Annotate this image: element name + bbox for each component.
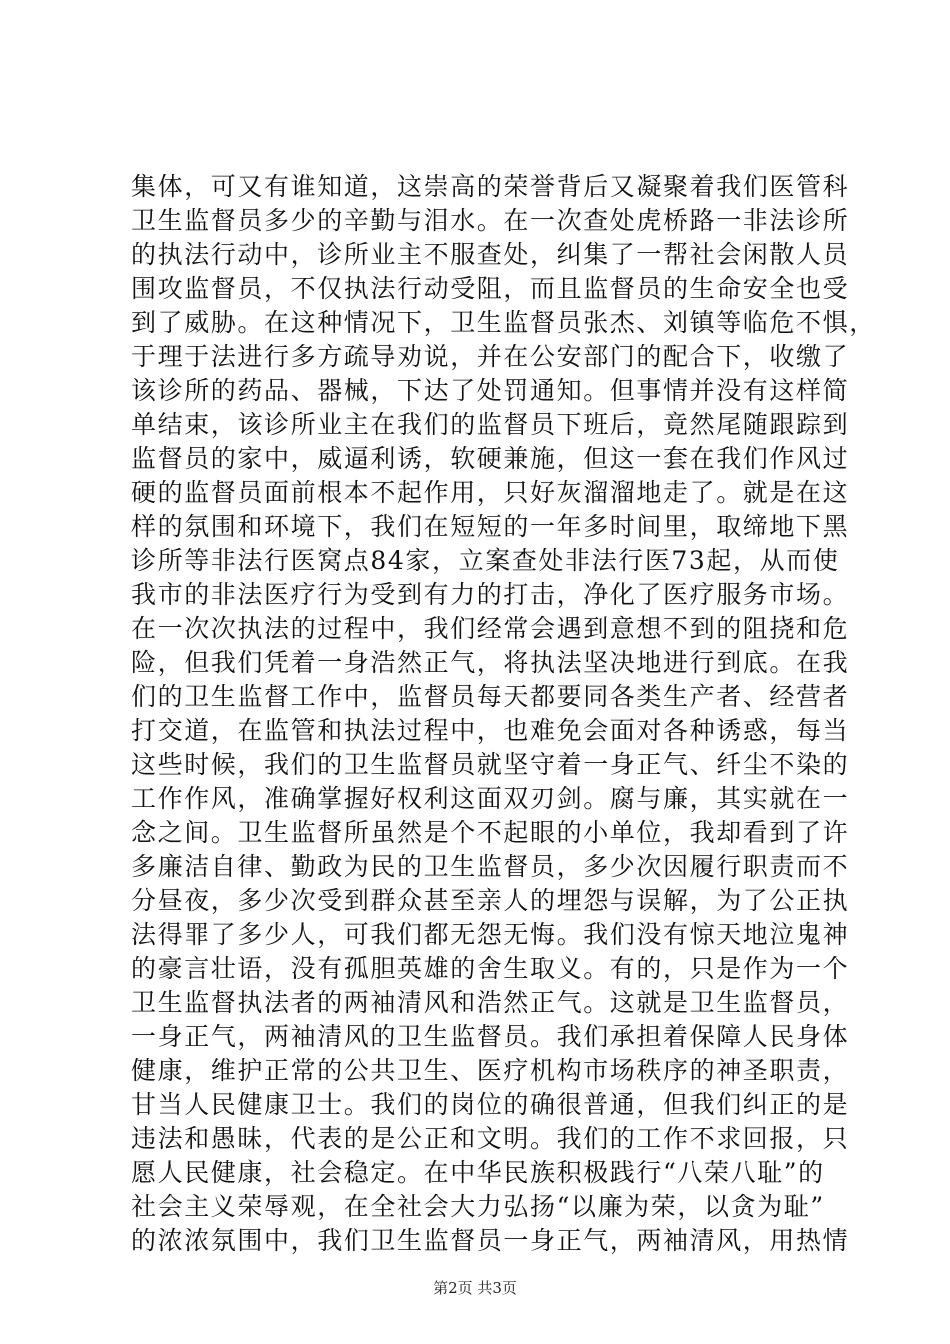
text-line: 健康，维护正常的公共卫生、医疗机构市场秩序的神圣职责， (131, 1056, 850, 1085)
text-line: 的浓浓氛围中，我们卫生监督员一身正气，两袖清风，用热情 (131, 1226, 850, 1255)
text-line: 念之间。卫生监督所虽然是个不起眼的小单位，我却看到了许 (131, 818, 850, 847)
text-line: 在一次次执法的过程中，我们经常会遇到意想不到的阻挠和危 (131, 614, 850, 643)
text-line: 工作作风，准确掌握好权利这面双刃剑。腐与廉，其实就在一 (131, 784, 850, 813)
text-line: 甘当人民健康卫士。我们的岗位的确很普通，但我们纠正的是 (131, 1090, 850, 1119)
text-line: 到了威胁。在这种情况下，卫生监督员张杰、刘镇等临危不惧， (131, 308, 876, 337)
text-line: 法得罪了多少人，可我们都无怨无悔。我们没有惊天地泣鬼神 (131, 920, 850, 949)
text-line: 这些时候，我们的卫生监督员就坚守着一身正气、纤尘不染的 (131, 750, 850, 779)
text-line: 卫生监督员多少的辛勤与泪水。在一次查处虎桥路一非法诊所 (131, 206, 850, 235)
text-line: 打交道，在监管和执法过程中，也难免会面对各种诱惑，每当 (131, 716, 850, 745)
text-line: 愿人民健康，社会稳定。在中华民族积极践行“八荣八耻”的 (131, 1158, 825, 1187)
text-line: 我市的非法医疗行为受到有力的打击，净化了医疗服务市场。 (131, 580, 850, 609)
text-line: 的执法行动中，诊所业主不服查处，纠集了一帮社会闲散人员 (131, 240, 850, 269)
text-line: 分昼夜，多少次受到群众甚至亲人的埋怨与误解，为了公正执 (131, 886, 850, 915)
text-line: 一身正气，两袖清风的卫生监督员。我们承担着保障人民身体 (131, 1022, 850, 1051)
text-line: 于理于法进行多方疏导劝说，并在公安部门的配合下，收缴了 (131, 342, 850, 371)
page-footer: 第2页 共3页 (433, 1279, 517, 1297)
text-line: 多廉洁自律、勤政为民的卫生监督员，多少次因履行职责而不 (131, 852, 850, 881)
text-line: 们的卫生监督工作中，监督员每天都要同各类生产者、经营者 (131, 682, 850, 711)
text-line: 单结束，该诊所业主在我们的监督员下班后，竟然尾随跟踪到 (131, 410, 850, 439)
text-line: 社会主义荣辱观，在全社会大力弘扬“以廉为荣，以贪为耻” (131, 1192, 825, 1221)
text-line: 集体，可又有谁知道，这崇高的荣誉背后又凝聚着我们医管科 (131, 172, 850, 201)
text-line: 硬的监督员面前根本不起作用，只好灰溜溜地走了。就是在这 (131, 478, 850, 507)
text-line: 围攻监督员，不仅执法行动受阻，而且监督员的生命安全也受 (131, 274, 850, 303)
text-line: 监督员的家中，威逼利诱，软硬兼施，但这一套在我们作风过 (131, 444, 850, 473)
text-line: 该诊所的药品、器械，下达了处罚通知。但事情并没有这样简 (131, 376, 850, 405)
text-line: 险，但我们凭着一身浩然正气，将执法坚决地进行到底。在我 (131, 648, 850, 677)
body-text (131, 170, 876, 1258)
text-line: 诊所等非法行医窝点84家，立案查处非法行医73起，从而使 (131, 546, 840, 575)
text-line: 卫生监督执法者的两袖清风和浩然正气。这就是卫生监督员， (131, 988, 850, 1017)
text-line: 违法和愚昧，代表的是公正和文明。我们的工作不求回报，只 (131, 1124, 850, 1153)
text-line: 样的氛围和环境下，我们在短短的一年多时间里，取缔地下黑 (131, 512, 850, 541)
text-line: 的豪言壮语，没有孤胆英雄的舍生取义。有的，只是作为一个 (131, 954, 850, 983)
